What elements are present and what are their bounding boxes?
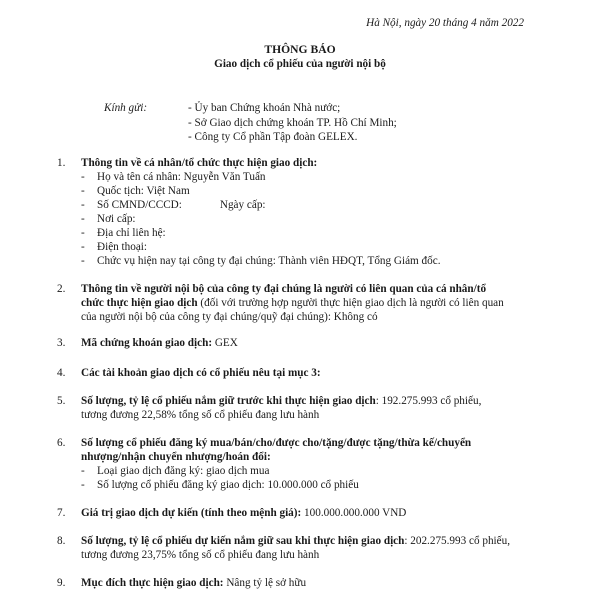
transaction-purpose: Nâng tỷ lệ sở hữu (223, 577, 307, 589)
position-label: Chức vụ hiện nay tại công ty đại chúng: (97, 255, 276, 267)
section-number: 3. (57, 337, 66, 349)
recipient-item: - Công ty Cổ phần Tập đoàn GELEX. (188, 131, 358, 143)
section-number: 2. (57, 283, 66, 295)
section-number: 9. (57, 577, 66, 589)
id-label: Số CMND/CCCD: (97, 199, 182, 211)
transaction-quantity-value: 10.000.000 cổ phiếu (264, 479, 359, 491)
section-number: 5. (57, 395, 66, 407)
name-label: Họ và tên cá nhân: (97, 171, 181, 183)
holdings-after: : 202.275.993 cổ phiếu, (404, 535, 511, 547)
holdings-before: : 192.275.993 cổ phiếu, (375, 395, 482, 407)
transaction-type-value: giao dịch mua (203, 465, 270, 477)
transaction-quantity-label: Số lượng cổ phiếu đăng ký giao dịch: (97, 479, 265, 491)
recipients-label: Kính gửi: (104, 102, 148, 114)
section-9-label: Mục đích thực hiện giao dịch: (81, 577, 224, 589)
document-date: Hà Nội, ngày 20 tháng 4 năm 2022 (366, 17, 524, 29)
section-8-label: Số lượng, tỷ lệ cổ phiếu dự kiến nắm giữ sau khi thực hiện giao dịch (81, 535, 405, 547)
issue-date-label: Ngày cấp: (219, 199, 266, 211)
section-number: 7. (57, 507, 66, 519)
document-subtitle: Giao dịch cổ phiếu của người nội bộ (214, 58, 386, 70)
issue-place-label: Nơi cấp: (97, 213, 136, 225)
document-page: Hà Nội, ngày 20 tháng 4 năm 2022 THÔNG BÁO Giao dịch cổ phiếu của người nội bộ Kính gửi: - Ủy ban Chứng khoán Nhà nước; - Sở Giao dịch chứng khoán TP. Hồ Chí Minh; - Công ty Cổ phần Tập đoàn GELEX. 1. Thông tin về cá nhân/tổ chức thực hiện giao dịch: - Họ và tên cá nhân: Nguyễn Văn Tuấn - Quốc tịch: Việt Nam - Số CMND/CCCD: Ngày cấp: - Nơi cấp: - Địa chỉ liên hệ: - Điện thoại: - Chức vụ hiện nay tại công ty đại chúng: Thành viên HĐQT, Tổng Giám đốc. 2. Thông tin về người nội bộ của công ty đại chúng là người có liên quan của cá nhân/tổ chức thực hiện giao dịch (đối với trường hợp người thực hiện giao dịch là người có liên quan của người nội bộ của công ty đại chúng/quỹ đại chúng): Không có 3. Mã chứng khoán giao dịch: GEX 4. Các tài khoản giao dịch có cổ phiếu nêu tại mục 3: 5. Số lượng, tỷ lệ cổ phiếu nắm giữ trước khi thực hiện giao dịch: 192.275.993 cổ phiếu, tương đương 22,58% tổng số cổ phiếu đang lưu hành 6. Số lượng cổ phiếu đăng ký mua/bán/cho/được cho/tặng/được tặng/thừa kế/chuyển nhượng/nhận chuyển nhượng/hoán đổi: - Loại giao dịch đăng ký: giao dịch mua - Số lượng cổ phiếu đăng ký giao dịch: 10.000.000 cổ phiếu 7. Giá trị giao dịch dự kiến (tính theo mệnh giá): 100.000.000.000 VND 8. Số lượng, tỷ lệ cổ phiếu dự kiến nắm giữ sau khi thực hiện giao dịch: 202.275.993 cổ phiếu, tương đương 23,75% tổng số cổ phiếu đang lưu hành 9. Mục đích thực hiện giao dịch: Nâng tỷ lệ sở hữu (0, 0, 600, 600)
recipient-item: - Ủy ban Chứng khoán Nhà nước; (188, 102, 341, 114)
transaction-value: 100.000.000.000 VND (301, 507, 407, 519)
stock-code: GEX (212, 337, 238, 349)
section-3-label: Mã chứng khoán giao dịch: (81, 337, 213, 349)
section-2-line-1: Thông tin về người nội bộ của công ty đại chúng là người có liên quan của cá nhân/tổ (81, 283, 487, 295)
section-6-line-1: Số lượng cổ phiếu đăng ký mua/bán/cho/được cho/tặng/được tặng/thừa kế/chuyển (81, 437, 472, 449)
section-2-line-3: của người nội bộ của công ty đại chúng/quỹ đại chúng): Không có (81, 311, 378, 323)
holdings-before-pct: tương đương 22,58% tổng số cổ phiếu đang lưu hành (81, 409, 320, 421)
section-2-line-2-rest: (đối với trường hợp người thực hiện giao dịch là người có liên quan (197, 297, 504, 309)
recipients-list (188, 101, 397, 145)
section-heading: Thông tin về cá nhân/tổ chức thực hiện giao dịch: (81, 157, 318, 169)
address-label: Địa chỉ liên hệ: (97, 227, 166, 239)
section-7-label: Giá trị giao dịch dự kiến (tính theo mệnh giá): (81, 507, 302, 519)
nationality-value: Việt Nam (146, 185, 190, 197)
position-value: Thành viên HĐQT, Tổng Giám đốc. (278, 255, 441, 267)
recipient-item: - Sở Giao dịch chứng khoán TP. Hồ Chí Minh; (188, 116, 397, 129)
section-number: 1. (57, 157, 66, 169)
transaction-type-label: Loại giao dịch đăng ký: (97, 465, 204, 477)
phone-label: Điện thoại: (97, 241, 148, 253)
section-5-label: Số lượng, tỷ lệ cổ phiếu nắm giữ trước khi thực hiện giao dịch (81, 395, 376, 407)
document-title: THÔNG BÁO (264, 43, 336, 56)
section-4-label: Các tài khoản giao dịch có cổ phiếu nêu tại mục 3: (81, 367, 321, 379)
section-number: 4. (57, 367, 66, 379)
section-6-line-2: nhượng/nhận chuyển nhượng/hoán đổi: (81, 451, 271, 463)
nationality-label: Quốc tịch: (97, 185, 144, 197)
section-number: 8. (57, 535, 66, 547)
holdings-after-pct: tương đương 23,75% tổng số cổ phiếu đang lưu hành (81, 549, 320, 561)
section-number: 6. (57, 437, 66, 449)
name-value: Nguyễn Văn Tuấn (183, 171, 266, 183)
section-2-line-2-bold: chức thực hiện giao dịch (81, 297, 198, 309)
